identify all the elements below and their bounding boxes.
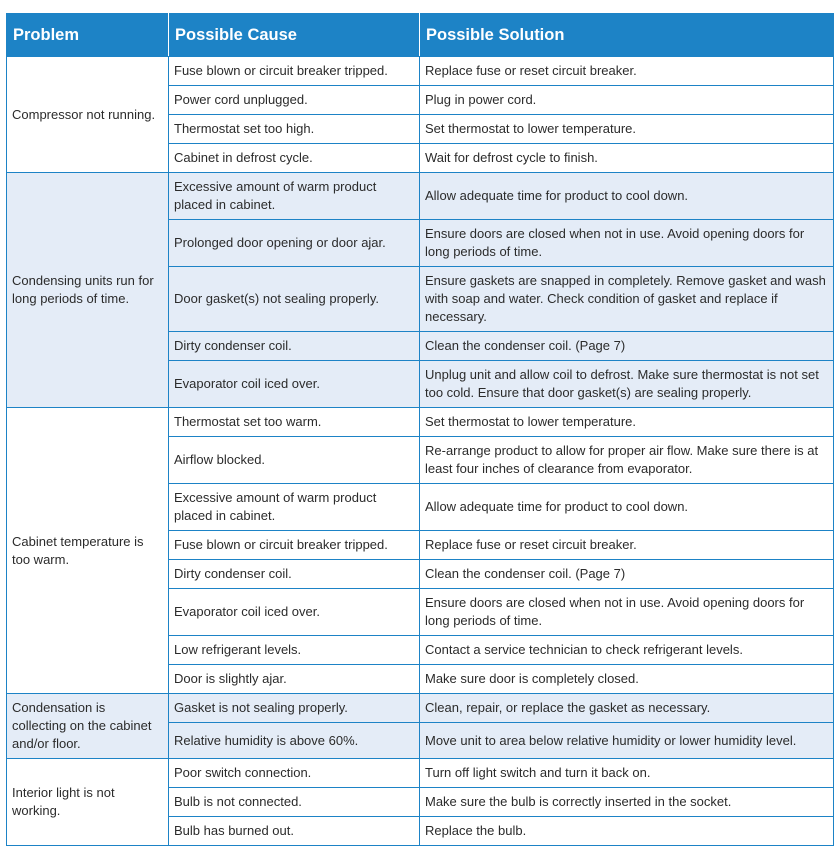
cause-cell: Fuse blown or circuit breaker tripped. [169,531,420,560]
solution-cell: Wait for defrost cycle to finish. [420,144,834,173]
solution-cell: Replace fuse or reset circuit breaker. [420,531,834,560]
solution-cell: Set thermostat to lower temperature. [420,408,834,437]
cause-cell: Cabinet in defrost cycle. [169,144,420,173]
solution-cell: Clean the condenser coil. (Page 7) [420,332,834,361]
cause-cell: Low refrigerant levels. [169,636,420,665]
cause-cell: Fuse blown or circuit breaker tripped. [169,57,420,86]
cause-cell: Bulb has burned out. [169,817,420,846]
solution-cell: Move unit to area below relative humidity or lower humidity level. [420,723,834,759]
solution-cell: Ensure gaskets are snapped in completely. Remove gasket and wash with soap and water. Check condition of gasket and replace if necessary. [420,267,834,332]
troubleshooting-table-container [6,13,833,846]
problem-cell: Condensation is collecting on the cabinet and/or floor. [7,694,169,759]
solution-cell: Allow adequate time for product to cool down. [420,484,834,531]
table-row [7,694,834,723]
cause-cell: Power cord unplugged. [169,86,420,115]
solution-cell: Turn off light switch and turn it back on. [420,759,834,788]
cause-cell: Bulb is not connected. [169,788,420,817]
cause-cell: Gasket is not sealing properly. [169,694,420,723]
header-problem: Problem [7,14,169,57]
solution-cell: Ensure doors are closed when not in use. Avoid opening doors for long periods of time. [420,589,834,636]
header-possible-solution: Possible Solution [420,14,834,57]
cause-cell: Evaporator coil iced over. [169,361,420,408]
solution-cell: Set thermostat to lower temperature. [420,115,834,144]
cause-cell: Relative humidity is above 60%. [169,723,420,759]
cause-cell: Excessive amount of warm product placed in cabinet. [169,484,420,531]
cause-cell: Dirty condenser coil. [169,332,420,361]
solution-cell: Replace the bulb. [420,817,834,846]
table-row [7,173,834,220]
cause-cell: Poor switch connection. [169,759,420,788]
cause-cell: Thermostat set too warm. [169,408,420,437]
table-row [7,408,834,437]
cause-cell: Excessive amount of warm product placed in cabinet. [169,173,420,220]
cause-cell: Thermostat set too high. [169,115,420,144]
table-row [7,759,834,788]
solution-cell: Re-arrange product to allow for proper air flow. Make sure there is at least four inches of clearance from evaporator. [420,437,834,484]
solution-cell: Clean the condenser coil. (Page 7) [420,560,834,589]
table-row [7,57,834,86]
solution-cell: Plug in power cord. [420,86,834,115]
problem-cell: Interior light is not working. [7,759,169,846]
solution-cell: Make sure the bulb is correctly inserted in the socket. [420,788,834,817]
solution-cell: Replace fuse or reset circuit breaker. [420,57,834,86]
header-row [7,14,834,57]
cause-cell: Prolonged door opening or door ajar. [169,220,420,267]
cause-cell: Evaporator coil iced over. [169,589,420,636]
solution-cell: Allow adequate time for product to cool down. [420,173,834,220]
solution-cell: Unplug unit and allow coil to defrost. Make sure thermostat is not set too cold. Ensure that door gasket(s) are sealing properly. [420,361,834,408]
cause-cell: Door gasket(s) not sealing properly. [169,267,420,332]
cause-cell: Dirty condenser coil. [169,560,420,589]
problem-cell: Condensing units run for long periods of time. [7,173,169,408]
solution-cell: Contact a service technician to check refrigerant levels. [420,636,834,665]
header-possible-cause: Possible Cause [169,14,420,57]
problem-cell: Compressor not running. [7,57,169,173]
solution-cell: Make sure door is completely closed. [420,665,834,694]
solution-cell: Clean, repair, or replace the gasket as necessary. [420,694,834,723]
solution-cell: Ensure doors are closed when not in use. Avoid opening doors for long periods of time. [420,220,834,267]
troubleshooting-table [6,13,834,846]
cause-cell: Door is slightly ajar. [169,665,420,694]
cause-cell: Airflow blocked. [169,437,420,484]
problem-cell: Cabinet temperature is too warm. [7,408,169,694]
